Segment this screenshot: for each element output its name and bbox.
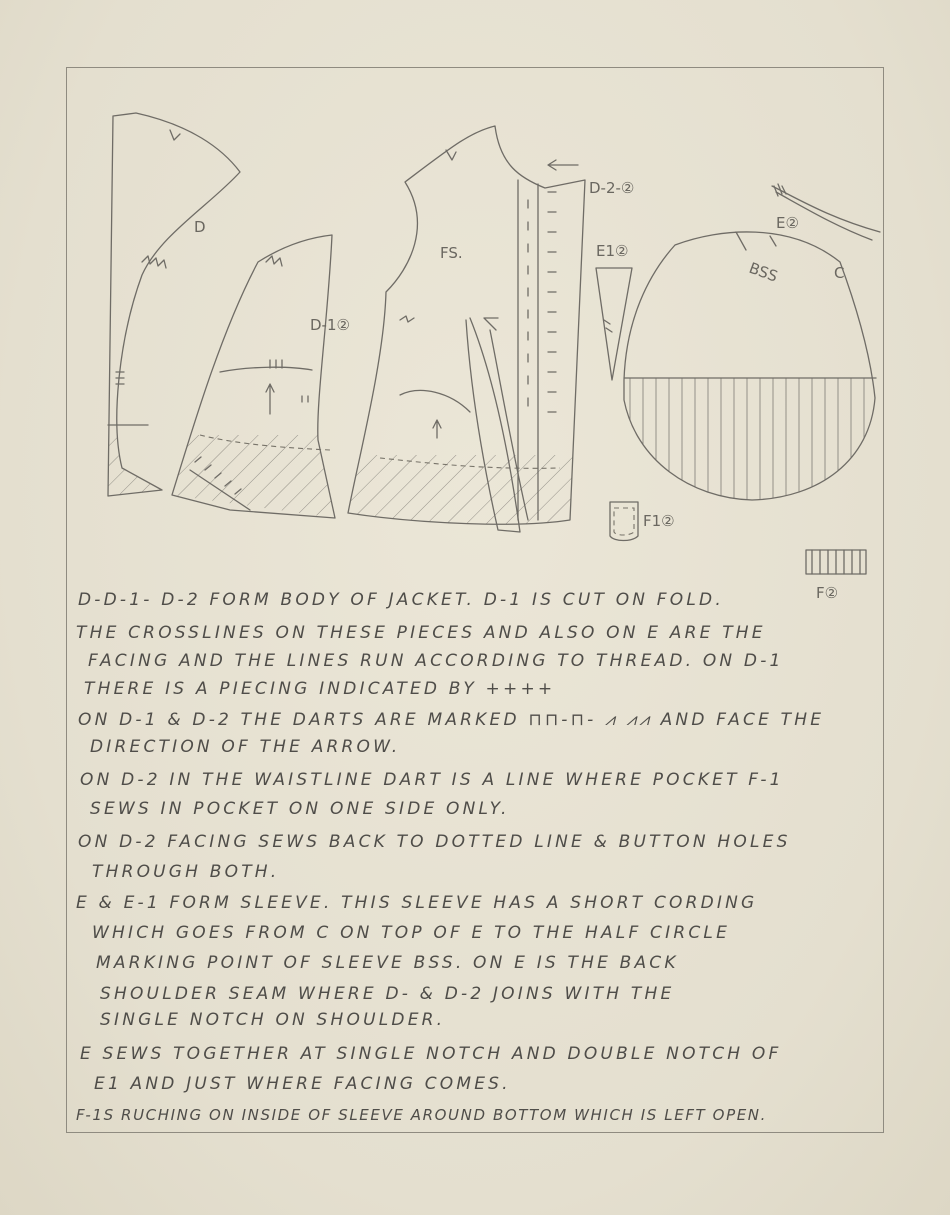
note-line-13: MARKING POINT OF SLEEVE BSS. ON E IS THE BACK bbox=[96, 953, 679, 973]
note-line-1: D-D-1- D-2 FORM BODY OF JACKET. D-1 IS CUT ON FOLD. bbox=[78, 590, 724, 610]
note-line-5: ON D-1 & D-2 THE DARTS ARE MARKED ⊓⊓-⊓- ⩘ ⩘⩘ AND FACE THE bbox=[78, 710, 825, 730]
note-line-18: F-1S RUCHING ON INSIDE OF SLEEVE AROUND BOTTOM WHICH IS LEFT OPEN. bbox=[76, 1106, 767, 1124]
note-line-15: SINGLE NOTCH ON SHOULDER. bbox=[100, 1010, 446, 1030]
label-e2: E② bbox=[776, 214, 799, 232]
note-line-8: SEWS IN POCKET ON ONE SIDE ONLY. bbox=[90, 799, 510, 819]
label-d2: D-2-② bbox=[589, 179, 635, 197]
note-line-4: THERE IS A PIECING INDICATED BY ++++ bbox=[84, 679, 556, 699]
note-line-2: THE CROSSLINES ON THESE PIECES AND ALSO ON E ARE THE bbox=[76, 623, 766, 643]
note-line-12: WHICH GOES FROM C ON TOP OF E TO THE HALF CIRCLE bbox=[92, 923, 731, 943]
note-line-11: E & E-1 FORM SLEEVE. THIS SLEEVE HAS A SHORT CORDING bbox=[76, 893, 758, 913]
piece-d2 bbox=[340, 126, 634, 532]
note-line-9: ON D-2 FACING SEWS BACK TO DOTTED LINE & BUTTON HOLES bbox=[78, 832, 791, 852]
note-line-14: SHOULDER SEAM WHERE D- & D-2 JOINS WITH THE bbox=[100, 984, 675, 1004]
label-d1: D-1② bbox=[310, 316, 350, 334]
label-e1: E1② bbox=[596, 242, 629, 260]
note-line-16: E SEWS TOGETHER AT SINGLE NOTCH AND DOUBLE NOTCH OF bbox=[80, 1044, 782, 1064]
note-line-7: ON D-2 IN THE WAISTLINE DART IS A LINE WHERE POCKET F-1 bbox=[80, 770, 784, 790]
piece-e1 bbox=[596, 242, 632, 380]
label-bss: BSS bbox=[746, 258, 781, 286]
label-d: D bbox=[194, 218, 206, 236]
note-line-17: E1 AND JUST WHERE FACING COMES. bbox=[94, 1074, 511, 1094]
label-fs: FS. bbox=[440, 244, 463, 262]
note-line-10: THROUGH BOTH. bbox=[92, 862, 280, 882]
piece-e bbox=[620, 184, 880, 503]
piece-f2 bbox=[806, 550, 866, 602]
piece-d1 bbox=[170, 235, 350, 525]
label-c: C bbox=[834, 264, 845, 282]
piece-f1 bbox=[610, 502, 675, 541]
label-f2: F② bbox=[816, 584, 839, 602]
note-line-3: FACING AND THE LINES RUN ACCORDING TO THREAD. ON D-1 bbox=[88, 651, 784, 671]
label-f1: F1② bbox=[643, 512, 675, 530]
note-line-6: DIRECTION OF THE ARROW. bbox=[90, 737, 401, 757]
